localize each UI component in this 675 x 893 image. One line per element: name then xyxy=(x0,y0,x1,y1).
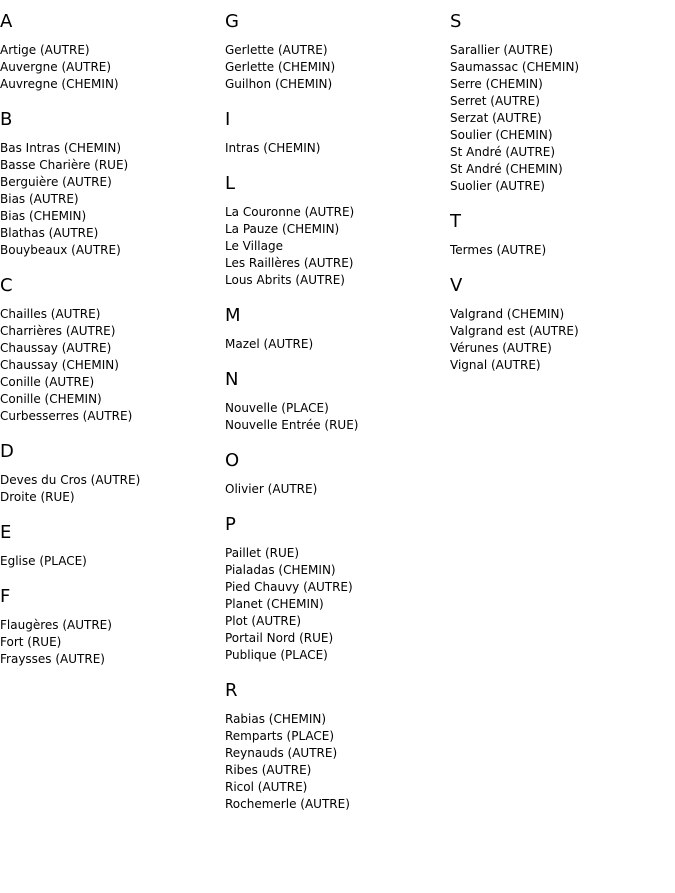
street-list-item xyxy=(0,489,225,506)
street-link[interactable]: Les Raillères (AUTRE) xyxy=(225,256,354,270)
street-link[interactable]: La Couronne (AUTRE) xyxy=(225,205,355,219)
street-list xyxy=(225,204,450,289)
letter-group-a xyxy=(0,11,225,93)
letter-heading: C xyxy=(0,275,13,296)
street-list-item xyxy=(225,76,450,93)
street-link[interactable]: Olivier (AUTRE) xyxy=(225,482,318,496)
street-list xyxy=(450,42,675,195)
street-link[interactable]: Rabias (CHEMIN) xyxy=(225,712,327,726)
street-link[interactable]: Charrières (AUTRE) xyxy=(0,324,116,338)
letter-heading: D xyxy=(0,441,14,462)
street-list-item xyxy=(0,59,225,76)
street-list-item xyxy=(0,306,225,323)
street-link[interactable]: Auvergne (AUTRE) xyxy=(0,60,112,74)
street-link[interactable]: Valgrand (CHEMIN) xyxy=(450,307,565,321)
letter-group-s xyxy=(450,11,675,195)
street-link[interactable]: Portail Nord (RUE) xyxy=(225,631,334,645)
street-link[interactable]: Pialadas (CHEMIN) xyxy=(225,563,336,577)
street-link[interactable]: Basse Charière (RUE) xyxy=(0,158,129,172)
street-link[interactable]: Serzat (AUTRE) xyxy=(450,111,542,125)
street-list-item xyxy=(225,630,450,647)
street-link[interactable]: Suolier (AUTRE) xyxy=(450,179,545,193)
street-link[interactable]: Valgrand est (AUTRE) xyxy=(450,324,579,338)
street-list-item xyxy=(450,242,675,259)
street-list xyxy=(225,400,450,434)
street-list-item xyxy=(225,417,450,434)
street-link[interactable]: Bias (AUTRE) xyxy=(0,192,79,206)
street-list-item xyxy=(225,400,450,417)
street-list-item xyxy=(0,617,225,634)
street-link[interactable]: La Pauze (CHEMIN) xyxy=(225,222,340,236)
street-list-item xyxy=(450,127,675,144)
street-link[interactable]: Chaussay (CHEMIN) xyxy=(0,358,119,372)
street-list xyxy=(450,242,675,259)
street-list-item xyxy=(225,711,450,728)
letter-group-t xyxy=(450,211,675,259)
street-list-item xyxy=(225,613,450,630)
street-link[interactable]: Guilhon (CHEMIN) xyxy=(225,77,333,91)
street-list-item xyxy=(225,545,450,562)
street-link[interactable]: Lous Abrits (AUTRE) xyxy=(225,273,345,287)
street-link[interactable]: Berguière (AUTRE) xyxy=(0,175,112,189)
letter-heading: B xyxy=(0,109,13,130)
letter-group-b xyxy=(0,109,225,259)
letter-group-i xyxy=(225,109,450,157)
street-list-item xyxy=(0,242,225,259)
street-link[interactable]: Fort (RUE) xyxy=(0,635,62,649)
street-list-item xyxy=(0,157,225,174)
letter-heading: E xyxy=(0,522,12,543)
street-list-item xyxy=(0,472,225,489)
letter-group-n xyxy=(225,369,450,434)
street-list-item xyxy=(450,42,675,59)
street-link[interactable]: Plot (AUTRE) xyxy=(225,614,302,628)
street-list xyxy=(225,42,450,93)
letter-heading: A xyxy=(0,11,13,32)
street-list-item xyxy=(225,204,450,221)
street-list-item xyxy=(225,140,450,157)
street-list-item xyxy=(0,553,225,570)
letter-heading: F xyxy=(0,586,11,607)
letter-heading: T xyxy=(450,211,461,232)
street-list-item xyxy=(0,76,225,93)
street-link[interactable]: Curbesserres (AUTRE) xyxy=(0,409,133,423)
letter-group-r xyxy=(225,680,450,813)
street-link[interactable]: St André (CHEMIN) xyxy=(450,162,563,176)
letter-group-e xyxy=(0,522,225,570)
street-list xyxy=(225,711,450,813)
street-list-item xyxy=(0,408,225,425)
street-link[interactable]: Conille (CHEMIN) xyxy=(0,392,102,406)
street-link[interactable]: Termes (AUTRE) xyxy=(450,243,547,257)
street-link[interactable]: Publique (PLACE) xyxy=(225,648,328,662)
street-list-item xyxy=(450,144,675,161)
street-link[interactable]: Sarallier (AUTRE) xyxy=(450,43,553,57)
street-list-item xyxy=(225,481,450,498)
street-list-item xyxy=(450,59,675,76)
letter-group-o xyxy=(225,450,450,498)
street-list-item xyxy=(225,745,450,762)
street-link[interactable]: Vignal (AUTRE) xyxy=(450,358,541,372)
letter-heading: N xyxy=(225,369,239,390)
street-list-item xyxy=(0,634,225,651)
street-link[interactable]: Paillet (RUE) xyxy=(225,546,300,560)
street-list xyxy=(225,140,450,157)
letter-heading: R xyxy=(225,680,238,701)
letter-heading: G xyxy=(225,11,239,32)
street-index-column-1 xyxy=(0,11,225,684)
letter-heading: P xyxy=(225,514,236,535)
street-link[interactable]: Conille (AUTRE) xyxy=(0,375,95,389)
street-list-item xyxy=(225,796,450,813)
street-link[interactable]: Serre (CHEMIN) xyxy=(450,77,543,91)
street-link[interactable]: Deves du Cros (AUTRE) xyxy=(0,473,141,487)
letter-group-f xyxy=(0,586,225,668)
street-list-item xyxy=(450,306,675,323)
street-list-item xyxy=(0,225,225,242)
street-list-item xyxy=(0,340,225,357)
street-link[interactable]: Planet (CHEMIN) xyxy=(225,597,324,611)
street-link[interactable]: Saumassac (CHEMIN) xyxy=(450,60,580,74)
street-list-item xyxy=(225,562,450,579)
street-link[interactable]: Reynauds (AUTRE) xyxy=(225,746,338,760)
street-link[interactable]: Artige (AUTRE) xyxy=(0,43,90,57)
street-link[interactable]: Fraysses (AUTRE) xyxy=(0,652,105,666)
street-link[interactable]: Chaussay (AUTRE) xyxy=(0,341,112,355)
letter-heading: S xyxy=(450,11,462,32)
street-link[interactable]: Chailles (AUTRE) xyxy=(0,307,101,321)
letter-group-v xyxy=(450,275,675,374)
street-list xyxy=(0,553,225,570)
street-list-item xyxy=(450,323,675,340)
letter-group-g xyxy=(225,11,450,93)
street-link[interactable]: Flaugères (AUTRE) xyxy=(0,618,112,632)
street-list-item xyxy=(0,208,225,225)
street-list-item xyxy=(225,579,450,596)
street-list-item xyxy=(0,140,225,157)
street-index-column-2 xyxy=(225,11,450,829)
street-list xyxy=(0,306,225,425)
street-list-item xyxy=(225,221,450,238)
street-list-item xyxy=(225,647,450,664)
street-link[interactable]: Blathas (AUTRE) xyxy=(0,226,99,240)
street-link[interactable]: Gerlette (AUTRE) xyxy=(225,43,328,57)
street-list-item xyxy=(0,42,225,59)
street-list-item xyxy=(0,174,225,191)
street-link[interactable]: Droite (RUE) xyxy=(0,490,75,504)
letter-group-p xyxy=(225,514,450,664)
street-link[interactable]: Rochemerle (AUTRE) xyxy=(225,797,350,811)
street-list xyxy=(225,481,450,498)
street-list-item xyxy=(450,93,675,110)
street-list xyxy=(0,140,225,259)
street-list-item xyxy=(0,374,225,391)
street-list-item xyxy=(450,357,675,374)
street-index-column-3 xyxy=(450,11,675,390)
street-list-item xyxy=(225,336,450,353)
street-list-item xyxy=(450,178,675,195)
street-list-item xyxy=(225,762,450,779)
street-list xyxy=(0,472,225,506)
street-list-item xyxy=(225,728,450,745)
street-list-item xyxy=(0,323,225,340)
letter-heading: M xyxy=(225,305,241,326)
letter-heading: O xyxy=(225,450,240,471)
street-link[interactable]: Nouvelle Entrée (RUE) xyxy=(225,418,359,432)
street-link[interactable]: Gerlette (CHEMIN) xyxy=(225,60,336,74)
street-list-item xyxy=(0,391,225,408)
street-list-item xyxy=(450,340,675,357)
letter-group-d xyxy=(0,441,225,506)
street-list-item xyxy=(225,596,450,613)
street-link[interactable]: Serret (AUTRE) xyxy=(450,94,540,108)
street-link[interactable]: Mazel (AUTRE) xyxy=(225,337,314,351)
street-list-item xyxy=(225,779,450,796)
street-link[interactable]: Soulier (CHEMIN) xyxy=(450,128,553,142)
street-list xyxy=(450,306,675,374)
street-link[interactable]: Le Village xyxy=(225,239,283,253)
letter-group-c xyxy=(0,275,225,425)
street-link[interactable]: Vérunes (AUTRE) xyxy=(450,341,552,355)
street-list-item xyxy=(450,76,675,93)
street-link[interactable]: Intras (CHEMIN) xyxy=(225,141,321,155)
street-link[interactable]: Ribes (AUTRE) xyxy=(225,763,312,777)
letter-heading: I xyxy=(225,109,231,130)
street-list-item xyxy=(450,161,675,178)
street-list-item xyxy=(225,255,450,272)
street-list-item xyxy=(0,651,225,668)
street-link[interactable]: Nouvelle (PLACE) xyxy=(225,401,329,415)
street-list-item xyxy=(225,59,450,76)
street-link[interactable]: Remparts (PLACE) xyxy=(225,729,335,743)
street-list-item xyxy=(0,191,225,208)
street-link[interactable]: Auvregne (CHEMIN) xyxy=(0,77,119,91)
street-list xyxy=(0,617,225,668)
street-link[interactable]: Bias (CHEMIN) xyxy=(0,209,87,223)
street-link[interactable]: Bas Intras (CHEMIN) xyxy=(0,141,122,155)
street-link[interactable]: Eglise (PLACE) xyxy=(0,554,87,568)
street-list-item xyxy=(225,238,450,255)
street-list xyxy=(225,336,450,353)
street-list-item xyxy=(225,272,450,289)
street-list-item xyxy=(450,110,675,127)
street-list xyxy=(0,42,225,93)
street-list-item xyxy=(225,42,450,59)
street-link[interactable]: Bouybeaux (AUTRE) xyxy=(0,243,121,257)
street-link[interactable]: Pied Chauvy (AUTRE) xyxy=(225,580,353,594)
street-list xyxy=(225,545,450,664)
letter-group-l xyxy=(225,173,450,289)
letter-heading: V xyxy=(450,275,463,296)
letter-heading: L xyxy=(225,173,236,194)
street-list-item xyxy=(0,357,225,374)
letter-group-m xyxy=(225,305,450,353)
street-link[interactable]: St André (AUTRE) xyxy=(450,145,556,159)
street-link[interactable]: Ricol (AUTRE) xyxy=(225,780,308,794)
